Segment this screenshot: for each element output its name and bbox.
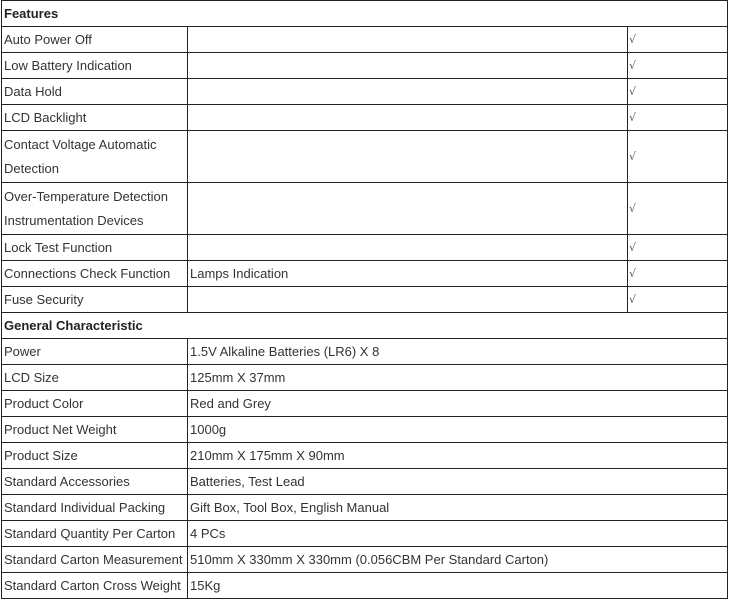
spec-table [1,0,728,599]
table-row [2,339,728,365]
spec-value: 1000g [188,417,728,443]
table-row [2,469,728,495]
check-mark: √ [628,261,728,287]
table-row [2,53,728,79]
table-row [2,417,728,443]
feature-label: Lock Test Function [2,235,188,261]
table-row [2,79,728,105]
feature-value [188,27,628,53]
table-row [2,495,728,521]
check-mark: √ [628,105,728,131]
table-row [2,261,728,287]
feature-label: Low Battery Indication [2,53,188,79]
table-row [2,287,728,313]
check-mark: √ [628,183,728,235]
spec-label: Standard Carton Measurement [2,547,188,573]
spec-label: LCD Size [2,365,188,391]
feature-label: Over-Temperature Detection Instrumentation Devices [2,183,188,235]
check-mark: √ [628,235,728,261]
section-heading-general: General Characteristic [2,313,728,339]
feature-label: LCD Backlight [2,105,188,131]
spec-value: 510mm X 330mm X 330mm (0.056CBM Per Standard Carton) [188,547,728,573]
feature-value [188,79,628,105]
check-mark: √ [628,27,728,53]
feature-label: Connections Check Function [2,261,188,287]
table-row [2,131,728,183]
feature-value [188,183,628,235]
table-row [2,235,728,261]
check-mark: √ [628,287,728,313]
table-row [2,105,728,131]
feature-value [188,131,628,183]
spec-label: Standard Carton Cross Weight [2,573,188,599]
spec-value: 125mm X 37mm [188,365,728,391]
spec-label: Standard Individual Packing [2,495,188,521]
table-row [2,391,728,417]
table-row [2,521,728,547]
spec-value: 1.5V Alkaline Batteries (LR6) X 8 [188,339,728,365]
spec-label: Power [2,339,188,365]
feature-value [188,235,628,261]
check-mark: √ [628,79,728,105]
section-row-general [2,313,728,339]
spec-value: Batteries, Test Lead [188,469,728,495]
check-mark: √ [628,53,728,79]
spec-label: Standard Quantity Per Carton [2,521,188,547]
feature-value: Lamps Indication [188,261,628,287]
feature-label: Contact Voltage Automatic Detection [2,131,188,183]
spec-value: 210mm X 175mm X 90mm [188,443,728,469]
table-row [2,443,728,469]
feature-value [188,105,628,131]
spec-label: Product Net Weight [2,417,188,443]
spec-value: 4 PCs [188,521,728,547]
spec-label: Product Color [2,391,188,417]
check-mark: √ [628,131,728,183]
section-heading-features: Features [2,1,728,27]
spec-label: Standard Accessories [2,469,188,495]
spec-value: Gift Box, Tool Box, English Manual [188,495,728,521]
table-row [2,27,728,53]
spec-label: Product Size [2,443,188,469]
feature-label: Fuse Security [2,287,188,313]
table-row [2,547,728,573]
feature-value [188,53,628,79]
feature-value [188,287,628,313]
feature-label: Data Hold [2,79,188,105]
table-row [2,573,728,599]
spec-value: 15Kg [188,573,728,599]
table-row [2,365,728,391]
table-row [2,183,728,235]
feature-label: Auto Power Off [2,27,188,53]
section-row-features [2,1,728,27]
spec-value: Red and Grey [188,391,728,417]
